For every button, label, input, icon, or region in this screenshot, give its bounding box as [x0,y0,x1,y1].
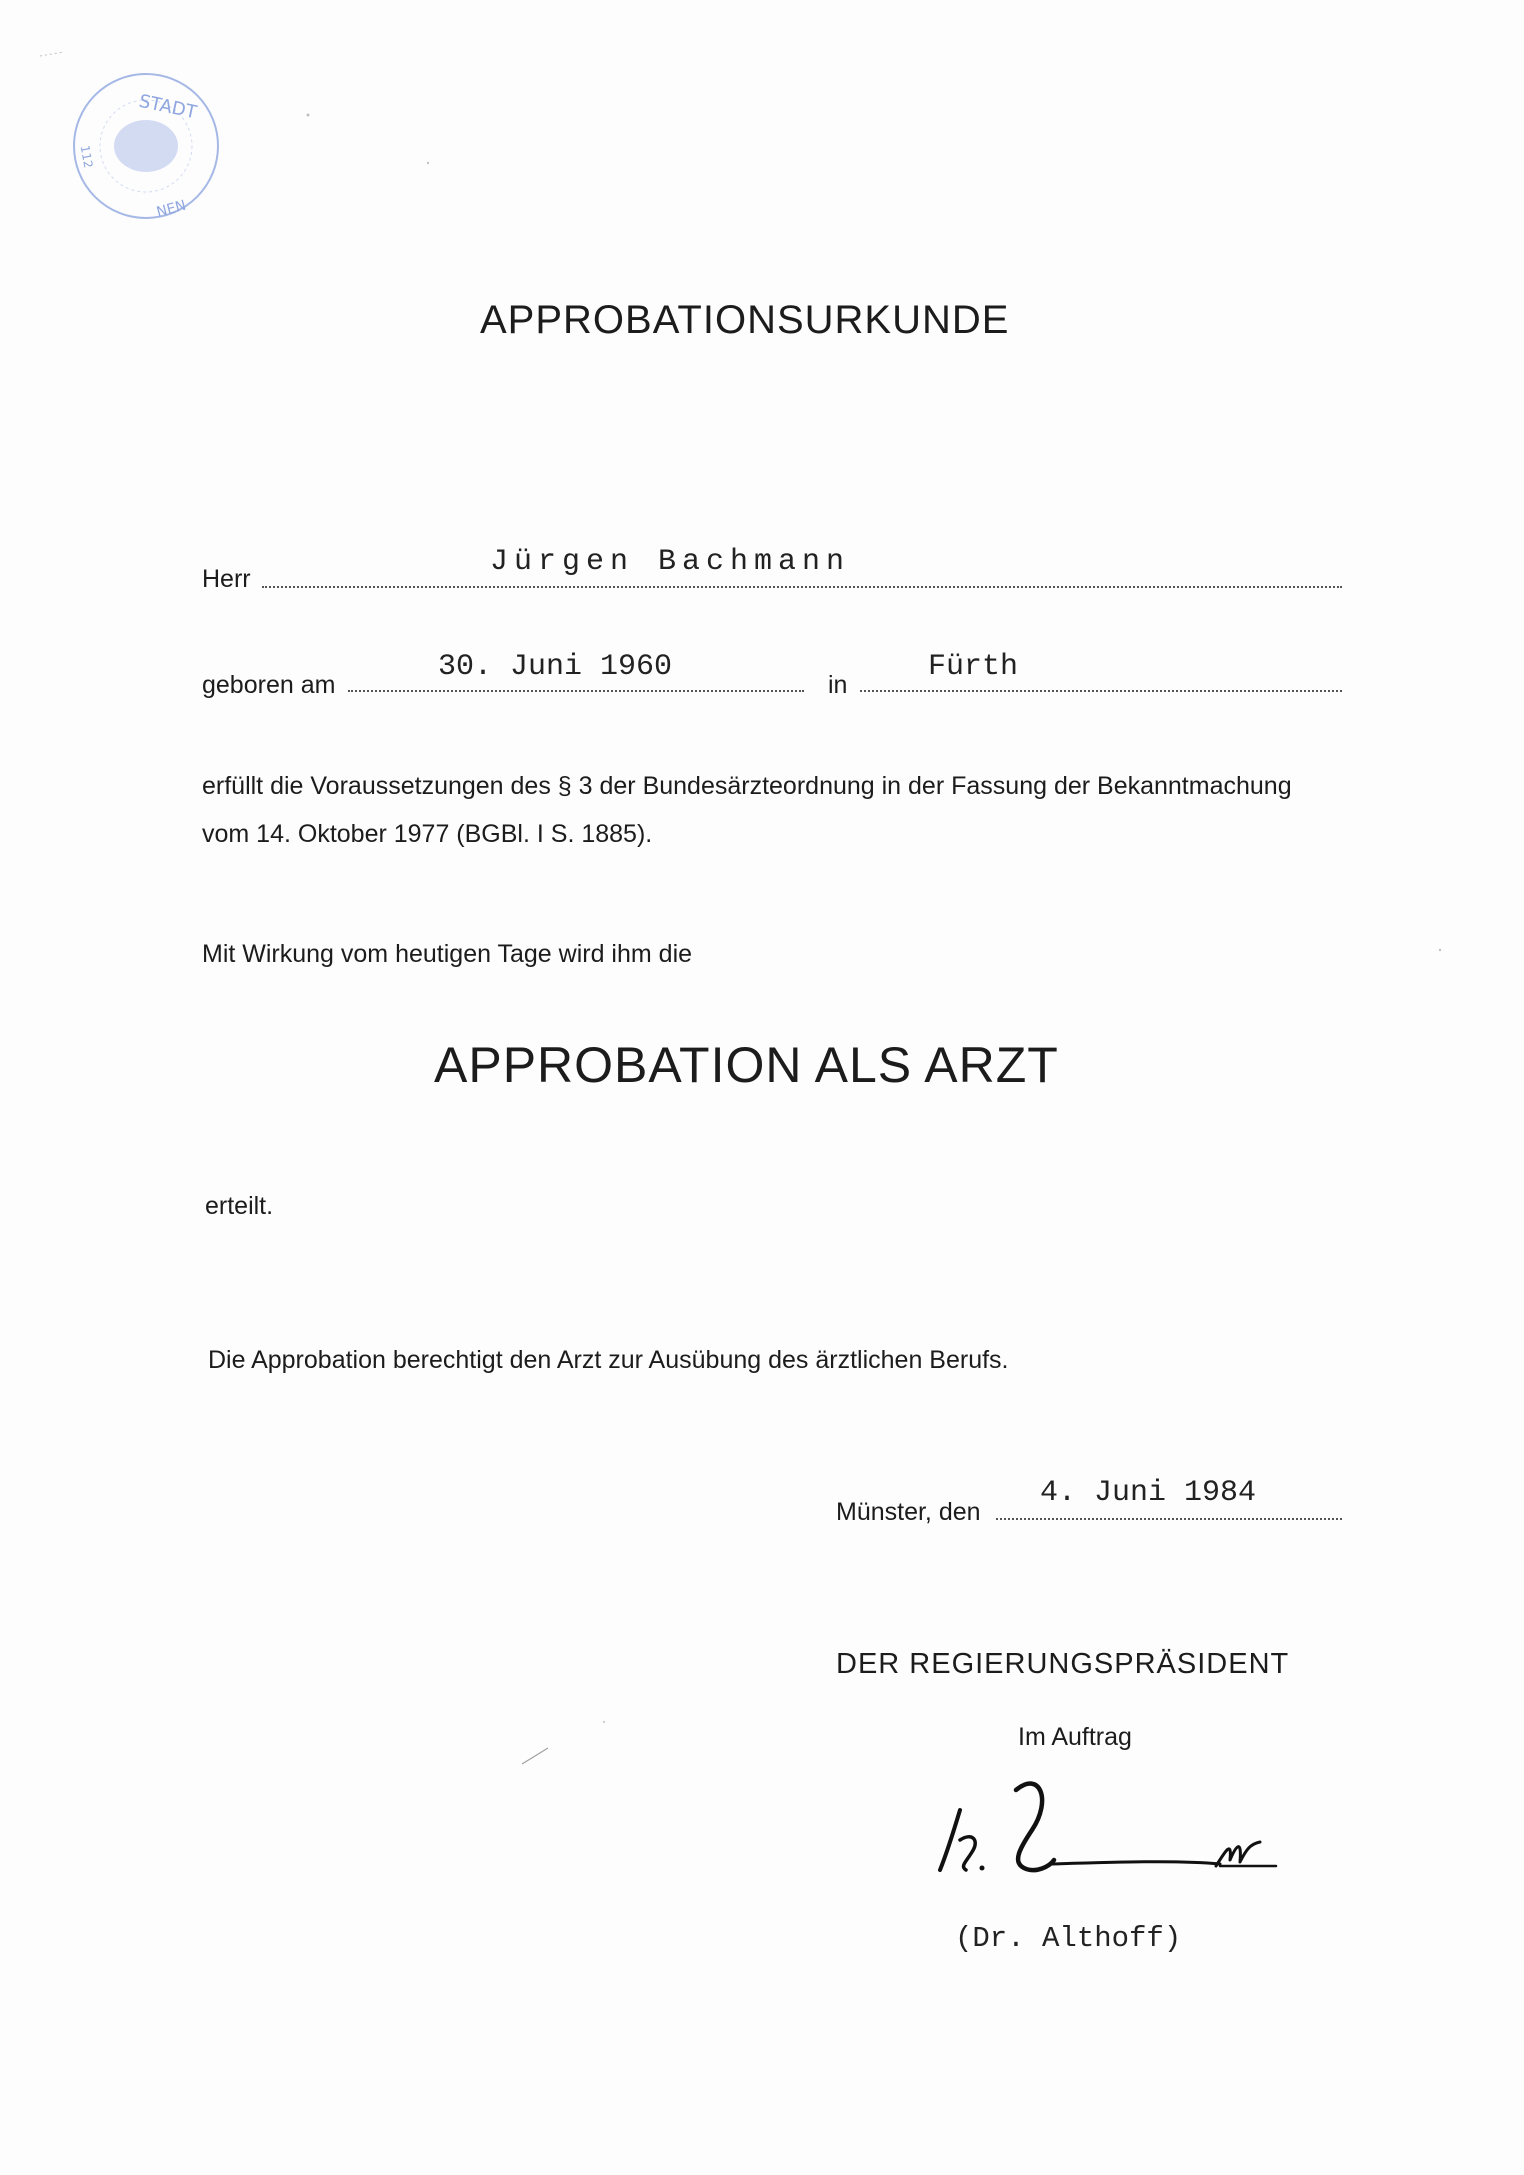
svg-text:NEN: NEN [154,197,188,221]
on-behalf-text: Im Auftrag [1018,1723,1132,1751]
birth-dotted-line [348,690,804,692]
handwritten-signature-icon [920,1770,1290,1890]
name-value: Jürgen Bachmann [490,545,851,579]
name-label: Herr [202,565,251,593]
place-date-label: Münster, den [836,1498,981,1526]
svg-text:STADT: STADT [137,90,199,124]
entitlement-text: Die Approbation berechtigt den Arzt zur Ausübung des ärztlichen Berufs. [208,1346,1009,1374]
granted-text: erteilt. [205,1192,274,1220]
requirement-line-1: erfüllt die Voraussetzungen des § 3 der Bundesärzteordnung in der Fassung der Bekanntmachung [202,772,1292,800]
authority-name: DER REGIERUNGSPRÄSIDENT [836,1648,1290,1680]
issue-date: 4. Juni 1984 [1040,1476,1257,1510]
place-label: in [828,671,848,699]
place-dotted-line [860,690,1342,692]
signatory-name: (Dr. Althoff) [955,1922,1182,1955]
document-title: APPROBATIONSURKUNDE [480,298,1010,342]
place-value: Fürth [928,650,1019,684]
date-dotted-line [996,1518,1342,1520]
birth-date: 30. Juni 1960 [438,650,673,684]
effect-text: Mit Wirkung vom heutigen Tage wird ihm die [202,940,693,968]
birth-label: geboren am [202,671,336,699]
name-dotted-line [262,586,1342,588]
official-stamp-icon [68,68,224,224]
requirement-line-2: vom 14. Oktober 1977 (BGBl. I S. 1885). [202,820,653,848]
svg-text:112: 112 [77,144,96,170]
approbation-title: APPROBATION ALS ARZT [434,1037,1059,1093]
